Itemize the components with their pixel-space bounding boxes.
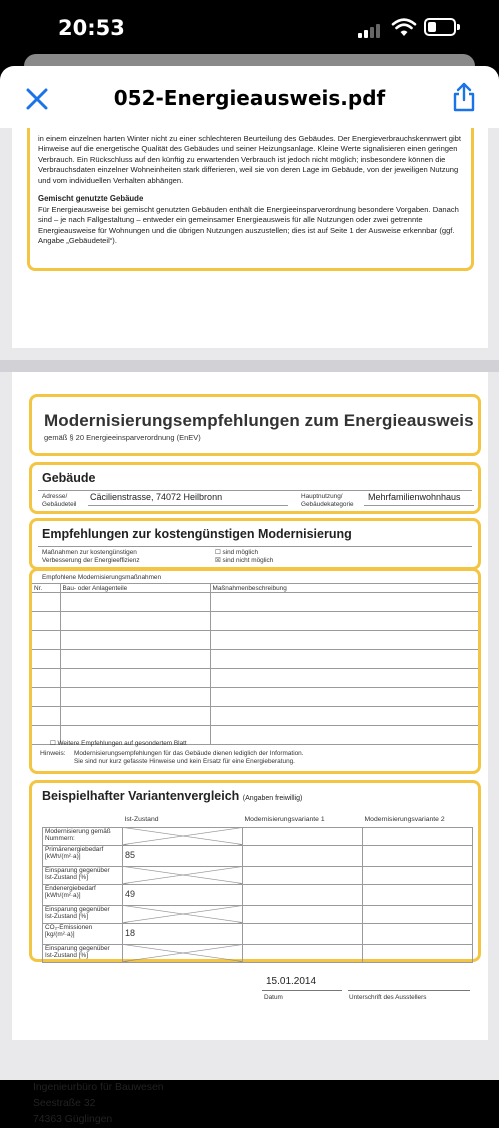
pdf-page-1: [12, 128, 488, 348]
divider: [38, 546, 472, 547]
empfehlungen-label: Maßnahmen zur kostengünstigen Verbesserung der Energieeffizienz: [42, 549, 140, 564]
page-bottom-edge: [12, 1030, 488, 1040]
table-row: [32, 650, 478, 669]
table-row: [32, 669, 478, 688]
variantenvergleich-box: [29, 780, 481, 962]
hauptnutzung-label: Hauptnutzung/ Gebäudekategorie: [301, 493, 354, 508]
row-label: Einsparung gegenüber Ist-Zustand [%]: [43, 866, 123, 884]
battery-icon: [424, 18, 456, 36]
cellular-signal-icon: [358, 22, 384, 38]
table-row: [32, 593, 478, 612]
battery-tip-icon: [457, 24, 460, 30]
datum-value: 15.01.2014: [266, 976, 317, 987]
navigation-bar: [0, 66, 499, 132]
table-row: [43, 827, 473, 845]
document-title: 052-Energieausweis.pdf: [113, 86, 386, 110]
table-row: [43, 884, 473, 905]
table-row: [32, 612, 478, 631]
endenergie-ist: 49: [123, 884, 243, 905]
info-heading: Gemischt genutzte Gebäude: [38, 194, 144, 204]
gebaeude-box: [29, 462, 481, 514]
col-ist-zustand: Ist-Zustand: [123, 813, 243, 827]
divider: [88, 505, 288, 506]
pdf-preview-sheet: [0, 66, 499, 1125]
variantenvergleich-title: Beispielhafter Variantenvergleich (Angaben freiwillig): [42, 789, 303, 803]
crossed-cell: [123, 944, 243, 962]
hinweis-text: Modernisierungsempfehlungen für das Gebäude dienen lediglich der Information. Sie sind nur kurz gefasste Hinweise und kein Ersatz für eine Energieberatung.: [74, 750, 304, 765]
unterschrift-label: Unterschrift des Ausstellers: [349, 994, 427, 1001]
page-separator: [0, 360, 499, 372]
weitere-empfehlungen: ☐ Weitere Empfehlungen auf gesondertem Blatt: [50, 740, 187, 747]
col-variante-1: Modernisierungsvariante 1: [243, 813, 363, 827]
table-row: [32, 631, 478, 650]
co2-ist: 18: [123, 923, 243, 944]
empfehlungen-title: Empfehlungen zur kostengünstigen Modernisierung: [42, 527, 352, 541]
table-row: [43, 905, 473, 923]
col-variante-2: Modernisierungsvariante 2: [363, 813, 473, 827]
option-nicht-moeglich: ☒ sind nicht möglich: [215, 557, 274, 564]
page-subtitle: gemäß § 20 Energieeinsparverordnung (EnEV): [44, 433, 201, 442]
divider: [364, 505, 474, 506]
viewer-bottom: [0, 1040, 499, 1080]
row-label: Primärenergiebedarf [kWh/(m²·a)]: [43, 845, 123, 866]
massnahmen-table: [32, 583, 478, 745]
variantenvergleich-table: [42, 813, 473, 963]
table-row: [43, 944, 473, 962]
pdf-page-2: [12, 372, 488, 1125]
primaerenergie-ist: 85: [123, 845, 243, 866]
datum-line: [262, 990, 342, 991]
col-beschreibung: Maßnahmenbeschreibung: [210, 584, 478, 593]
unterschrift-line: [348, 990, 470, 991]
empfehlungen-options: [215, 549, 273, 565]
col-bauteile: Bau- oder Anlagenteile: [60, 584, 210, 593]
row-label: Einsparung gegenüber Ist-Zustand [%]: [43, 944, 123, 962]
row-label: CO₂-Emissionen [kg/(m²·a)]: [43, 923, 123, 944]
crossed-cell: [123, 905, 243, 923]
adresse-value: Cäcilienstrasse, 74072 Heilbronn: [90, 492, 223, 502]
adresse-label: Adresse/ Gebäudeteil: [42, 493, 77, 508]
header-box: [29, 394, 481, 456]
table-header-row: [32, 584, 478, 593]
aussteller-address: Ingenieurbüro für Bauwesen Seestraße 32 74363 Güglingen: [33, 1082, 164, 1125]
massnahmen-box: [29, 568, 481, 774]
table-row: [32, 707, 478, 726]
info-paragraph-2: Für Energieausweise bei gemischt genutzten Gebäuden enthält die Energieeinsparverordnung besondere Vorgaben. Danach sind – je nach Fallgestaltung – entweder ein gemeinsamer Energieausweis für alle Nutzungen oder zwei getrennte Energieausweise für Wohnungen und die übrigen Nutzungen auszustellen; dies ist auf Seite 1 der Ausweise erkennbar (ggf. Angabe „Gebäudeteil“).: [38, 205, 459, 246]
row-label: Endenergiebedarf [kWh/(m²·a)]: [43, 884, 123, 905]
wifi-icon: [392, 18, 416, 38]
row-label: Modernisierung gemäß Nummern:: [43, 827, 123, 845]
option-moeglich: ☐ sind möglich: [215, 549, 259, 556]
hinweis-label: Hinweis:: [40, 750, 66, 757]
row-label: Einsparung gegenüber Ist-Zustand [%]: [43, 905, 123, 923]
datum-label: Datum: [264, 994, 283, 1001]
table-row: [32, 688, 478, 707]
table-row: [43, 845, 473, 866]
table-row: [43, 923, 473, 944]
crossed-cell: [123, 827, 243, 845]
share-icon[interactable]: [452, 82, 476, 112]
angaben-freiwillig: (Angaben freiwillig): [242, 795, 303, 802]
hauptnutzung-value: Mehrfamilienwohnhaus: [368, 492, 461, 502]
empfehlungen-box: [29, 518, 481, 570]
table-header-row: [43, 813, 473, 827]
col-nr: Nr.: [32, 584, 60, 593]
info-paragraph: in einem einzelnen harten Winter nicht zu einer schlechteren Beurteilung des Gebäudes. Der Energieverbrauchskennwert gibt Hinweise auf die energetische Qualität des Gebäudes und seiner Heizungsanlage. Kleine Werte signalisieren einen geringen Verbrauch. Ein Rückschluss auf den künftig zu erwartenden Verbrauch ist jedoch nicht möglich; insbesondere können die Verbrauchsdaten einzelner Wohneinheiten stark differieren, weil sie von deren Lage im Gebäude, von der jeweiligen Nutzung und vom individuellen Verhalten abhängen.: [38, 134, 461, 185]
gebaeude-title: Gebäude: [42, 471, 96, 485]
page-title: Modernisierungsempfehlungen zum Energieausweis: [44, 411, 474, 430]
massnahmen-title: Empfohlene Modernisierungsmaßnahmen: [42, 574, 162, 581]
info-box: [27, 128, 474, 271]
status-bar: [0, 0, 499, 58]
divider: [38, 490, 472, 491]
pdf-viewer[interactable]: [0, 128, 499, 1125]
status-time: 20:53: [58, 16, 125, 40]
table-row: [43, 866, 473, 884]
crossed-cell: [123, 866, 243, 884]
